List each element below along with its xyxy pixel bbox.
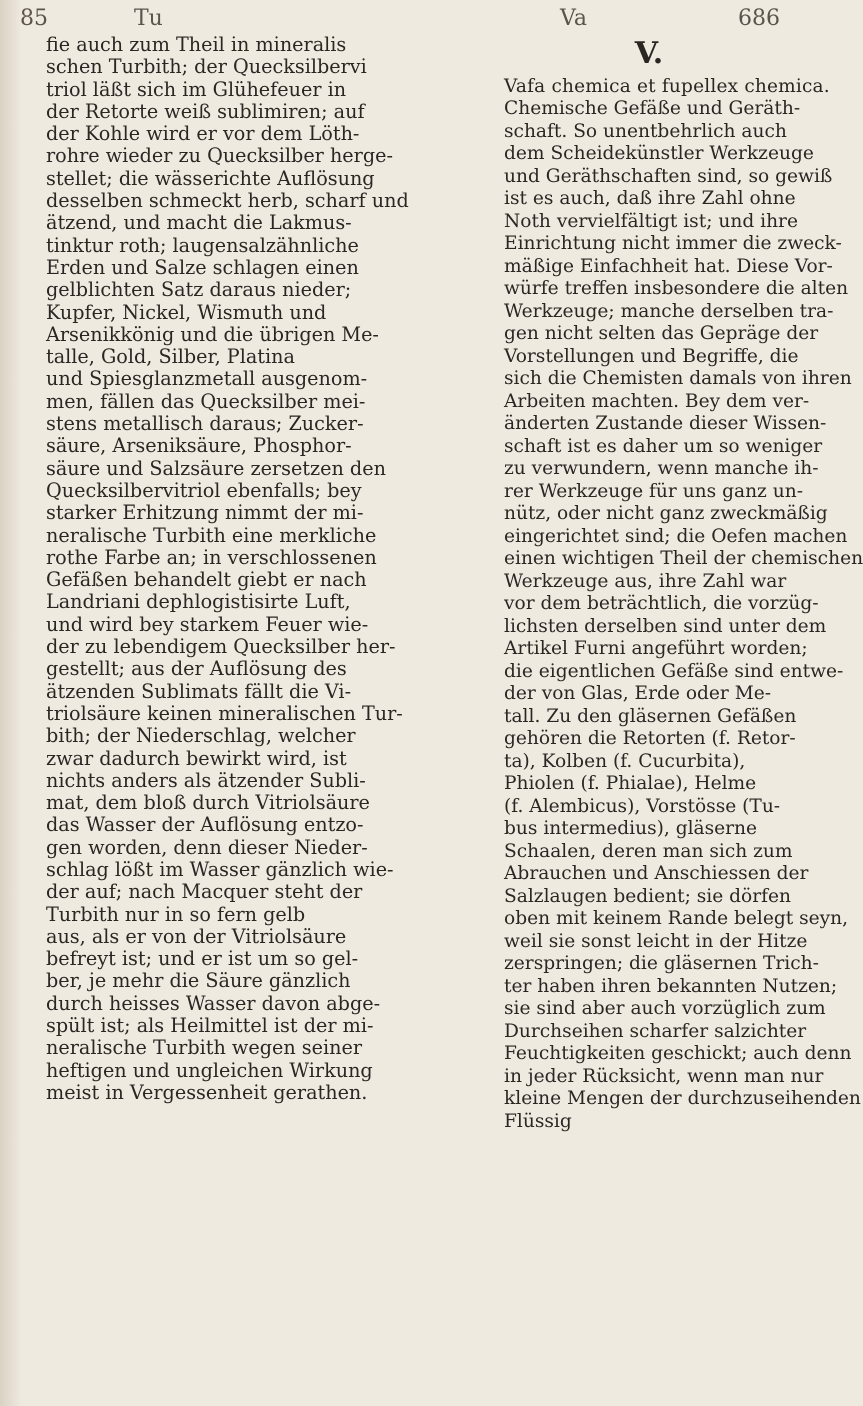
text-line: dem Scheidekünstler Werkzeuge <box>504 143 814 164</box>
text-line: ter haben ihren bekannten Nutzen; <box>504 975 838 997</box>
left-text-column <box>46 34 496 1104</box>
text-line: einen wichtigen Theil der chemischen <box>504 548 863 569</box>
text-line: lichsten derselben sind unter dem <box>504 615 827 637</box>
text-line: aus, als er von der Vitriolsäure <box>46 924 347 948</box>
text-line: tinktur roth; laugensalzähnliche <box>46 233 359 257</box>
entry-body <box>504 98 863 1133</box>
text-line: ätzend, und macht die Lakmus- <box>46 211 352 235</box>
text-line: bus intermedius), gläserne <box>504 818 758 839</box>
text-line: neralische Turbith eine merkliche <box>46 523 377 547</box>
text-line: triolsäure keinen mineralischen Tur- <box>46 701 403 725</box>
text-line: und wird bey starkem Feuer wie- <box>46 612 369 636</box>
text-line: schen Turbith; der Quecksilbervi <box>46 55 367 79</box>
text-line: spült ist; als Heilmittel ist der mi- <box>46 1014 374 1038</box>
text-line: und Geräthschaften sind, so gewiß <box>504 165 833 187</box>
text-line: und Spiesglanzmetall ausgenom- <box>46 367 368 391</box>
page-number-right: 686 <box>738 6 780 31</box>
text-line: Artikel Furni angeführt worden; <box>504 638 808 659</box>
text-line: stellet; die wässerichte Auflösung <box>46 166 375 190</box>
text-line: stens metallisch daraus; Zucker- <box>46 412 364 436</box>
text-line: ist es auch, daß ihre Zahl ohne <box>504 188 796 209</box>
text-line: gestellt; aus der Auflösung des <box>46 657 347 681</box>
text-line: tall. Zu den gläsernen Gefäßen <box>504 705 797 727</box>
text-line: der Kohle wird er vor dem Löth- <box>46 122 360 146</box>
text-line: zerspringen; die gläsernen Trich- <box>504 953 819 974</box>
text-line: der auf; nach Macquer steht der <box>46 880 363 904</box>
text-line: Landriani dephlogistisirte Luft, <box>46 590 351 614</box>
text-line: Arsenikkönig und die übrigen Me- <box>46 322 379 346</box>
text-line: Erden und Salze schlagen einen <box>46 255 359 279</box>
text-line: nütz, oder nicht ganz zweckmäßig <box>504 503 828 524</box>
text-line: die eigentlichen Gefäße sind entwe- <box>504 660 844 682</box>
text-line: Flüssig <box>504 1110 572 1132</box>
text-line: fie auch zum Theil in mineralis <box>46 33 347 56</box>
text-line: Salzlaugen bedient; sie dörfen <box>504 885 791 907</box>
text-line: schaft ist es daher um so weniger <box>504 435 823 457</box>
text-line: rer Werkzeuge für uns ganz un- <box>504 480 803 502</box>
running-head-right: Va <box>560 6 587 31</box>
text-line: würfe treffen insbesondere die alten <box>504 278 849 299</box>
text-line: ätzenden Sublimats fällt die Vi- <box>46 679 352 703</box>
text-line: heftigen und ungleichen Wirkung <box>46 1058 373 1082</box>
text-line: das Wasser der Auflösung entzo- <box>46 813 364 837</box>
text-line: in jeder Rücksicht, wenn man nur <box>504 1065 824 1087</box>
text-line: der Retorte weiß sublimiren; auf <box>46 99 365 123</box>
text-line: Chemische Gefäße und Geräth- <box>504 98 801 119</box>
text-line: Arbeiten machten. Bey dem ver- <box>504 390 810 412</box>
text-line: sich die Chemisten damals von ihren <box>504 368 852 389</box>
right-text-column <box>504 34 863 1133</box>
text-line: Quecksilbervitriol ebenfalls; bey <box>46 478 362 502</box>
text-line: Abrauchen und Anschiessen der <box>504 863 809 884</box>
text-line: meist in Vergessenheit gerathen. <box>46 1080 368 1104</box>
section-number: V. <box>634 36 664 71</box>
text-line: säure und Salzsäure zersetzen den <box>46 456 386 480</box>
text-line: gen worden, denn dieser Nieder- <box>46 835 368 859</box>
text-line: desselben schmeckt herb, scharf und <box>46 189 409 213</box>
text-line: Noth vervielfältigt ist; und ihre <box>504 210 798 232</box>
text-line: Vorstellungen und Begriffe, die <box>504 345 799 367</box>
text-line: rohre wieder zu Quecksilber herge- <box>46 144 393 168</box>
text-line: Turbith nur in so fern gelb <box>46 902 306 926</box>
text-line: rothe Farbe an; in verschlossenen <box>46 545 377 569</box>
text-line: zu verwundern, wenn manche ih- <box>504 458 819 479</box>
entry-heading-latin: Vafa chemica et fupellex chemica. <box>504 76 830 97</box>
text-line: nichts anders als ätzender Subli- <box>46 768 366 792</box>
text-line: starker Erhitzung nimmt der mi- <box>46 501 364 525</box>
text-line: Schaalen, deren man sich zum <box>504 840 793 862</box>
text-line: der von Glas, Erde oder Me- <box>504 683 772 704</box>
text-line: befreyt ist; und er ist um so gel- <box>46 947 359 971</box>
text-line: gen nicht selten das Gepräge der <box>504 323 819 344</box>
text-line: oben mit keinem Rande belegt seyn, <box>504 908 849 929</box>
text-line: zwar dadurch bewirkt wird, ist <box>46 746 347 770</box>
text-line: Gefäßen behandelt giebt er nach <box>46 568 367 592</box>
text-line: Werkzeuge aus, ihre Zahl war <box>504 570 787 592</box>
text-line: neralische Turbith wegen seiner <box>46 1036 363 1060</box>
text-line: triol läßt sich im Glühefeuer in <box>46 77 347 101</box>
page-gutter-shadow <box>0 0 22 1406</box>
text-line: eingerichtet sind; die Oefen machen <box>504 525 848 547</box>
text-line: gehören die Retorten (f. Retor- <box>504 728 796 749</box>
text-line: mäßige Einfachheit hat. Diese Vor- <box>504 255 833 277</box>
text-line: Phiolen (f. Phialae), Helme <box>504 773 757 794</box>
text-line: bith; der Niederschlag, welcher <box>46 724 356 748</box>
text-line: der zu lebendigem Quecksilber her- <box>46 635 396 659</box>
text-line: gelblichten Satz daraus nieder; <box>46 278 352 302</box>
text-line: Werkzeuge; manche derselben tra- <box>504 300 834 322</box>
text-line: (f. Alembicus), Vorstösse (Tu- <box>504 795 781 817</box>
text-line: talle, Gold, Silber, Platina <box>46 345 295 369</box>
text-line: mat, dem bloß durch Vitriolsäure <box>46 791 370 815</box>
text-line: Einrichtung nicht immer die zweck- <box>504 233 842 254</box>
text-line: weil sie sonst leicht in der Hitze <box>504 930 808 952</box>
text-line: kleine Mengen der durchzuseihenden <box>504 1088 861 1109</box>
text-line: sie sind aber auch vorzüglich zum <box>504 998 826 1019</box>
text-line: ber, je mehr die Säure gänzlich <box>46 969 351 993</box>
text-line: durch heisses Wasser davon abge- <box>46 991 381 1015</box>
page-number-left: 85 <box>20 6 48 31</box>
text-line: Kupfer, Nickel, Wismuth und <box>46 300 327 324</box>
text-line: Feuchtigkeiten geschickt; auch denn <box>504 1043 852 1064</box>
text-line: schlag lößt im Wasser gänzlich wie- <box>46 857 394 881</box>
text-line: ta), Kolben (f. Cucurbita), <box>504 750 746 772</box>
text-line: vor dem beträchtlich, die vorzüg- <box>504 593 819 614</box>
text-line: Durchseihen scharfer salzichter <box>504 1020 807 1042</box>
text-line: änderten Zustande dieser Wissen- <box>504 413 827 434</box>
text-line: schaft. So unentbehrlich auch <box>504 120 787 142</box>
text-line: säure, Arseniksäure, Phosphor- <box>46 434 352 458</box>
text-line: men, fällen das Quecksilber mei- <box>46 389 366 413</box>
running-head-left: Tu <box>134 6 163 31</box>
